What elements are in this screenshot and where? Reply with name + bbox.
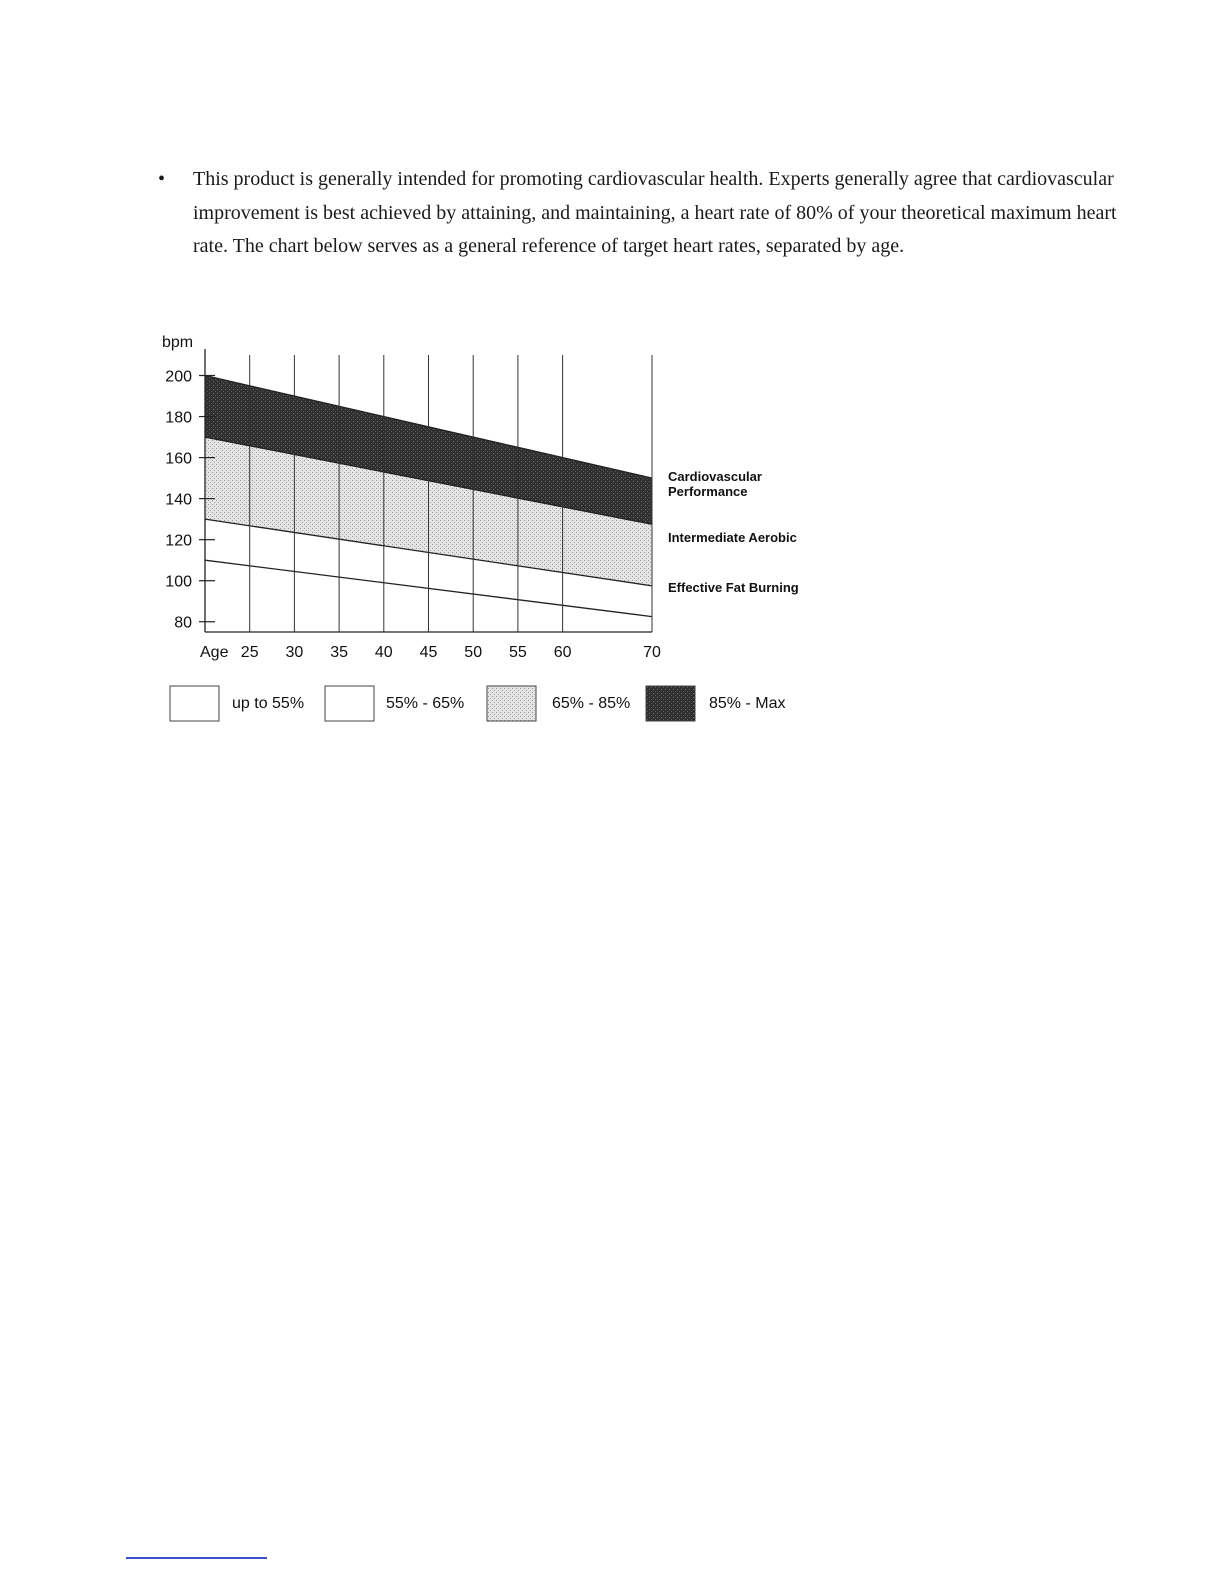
boundary-line-max [205, 376, 652, 479]
y-axis-label: bpm [162, 334, 194, 351]
legend [170, 686, 785, 721]
y-tick-label-120: 120 [165, 532, 192, 550]
boundary-line-65% [205, 519, 652, 586]
y-tick-label-200: 200 [165, 368, 192, 386]
y-tick-label-100: 100 [165, 573, 192, 591]
boundary-line-55% [205, 560, 652, 616]
boundary-line-85% [205, 437, 652, 524]
bands-layer [205, 376, 652, 632]
y-tick-label-160: 160 [165, 450, 192, 468]
legend-label-3: 85% - Max [709, 695, 786, 712]
y-tick-label-180: 180 [165, 409, 192, 427]
band-area-3 [205, 560, 652, 632]
band-label-2: Intermediate Aerobic [668, 530, 797, 545]
x-tick-label-40: 40 [374, 644, 393, 661]
x-tick-label-35: 35 [330, 644, 348, 661]
band-label-1: Performance [668, 484, 748, 499]
x-tick-label-60: 60 [553, 644, 572, 661]
x-tick-label-50: 50 [464, 644, 483, 661]
legend-label-0: up to 55% [232, 695, 305, 712]
band-label-layer [668, 469, 799, 595]
band-area-2 [205, 519, 652, 616]
legend-swatch-0 [170, 686, 219, 721]
x-axis-label: Age [200, 644, 229, 661]
x-tick-label-55: 55 [509, 644, 527, 661]
bullet-symbol: • [158, 168, 166, 190]
legend-swatch-2 [487, 686, 536, 721]
legend-label-1: 55% - 65% [386, 695, 465, 712]
x-tick-label-70: 70 [643, 644, 661, 661]
band-label-0: Cardiovascular [668, 469, 762, 484]
band-area-1 [205, 437, 652, 586]
grid-layer [250, 355, 652, 632]
legend-swatch-3 [646, 686, 695, 721]
y-tick-label-140: 140 [165, 491, 192, 509]
axis-layer [162, 334, 661, 661]
footnote-rule [126, 1557, 267, 1559]
x-tick-label-45: 45 [419, 644, 438, 661]
x-tick-label-30: 30 [285, 644, 304, 661]
corner-mark: ' [1200, 0, 1202, 7]
band-area-0 [205, 376, 652, 525]
x-tick-label-25: 25 [240, 644, 259, 661]
band-label-3: Effective Fat Burning [668, 580, 799, 595]
legend-swatch-1 [325, 686, 374, 721]
legend-label-2: 65% - 85% [552, 695, 631, 712]
y-tick-label-80: 80 [174, 614, 192, 632]
bullet-text: This product is generally intended for promoting cardiovascular health. Experts generally agree that cardiovascular improvement is best achieved by attaining, and maintaining, a heart rate of 80% of your theoretical maximum heart rate. The chart below serves as a general reference of target heart rates, separated by age. [193, 168, 1117, 257]
